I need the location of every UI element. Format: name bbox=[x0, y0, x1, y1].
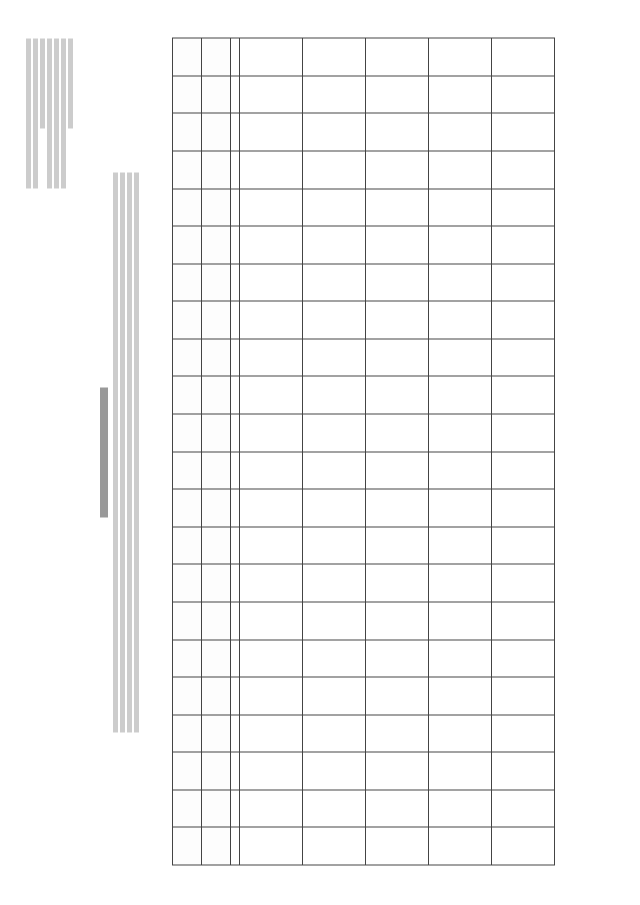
table-cell bbox=[202, 639, 231, 677]
table-cell bbox=[366, 338, 429, 376]
table-cell bbox=[429, 564, 492, 602]
table-cell bbox=[173, 75, 202, 113]
table-cell bbox=[231, 526, 240, 564]
table-cell bbox=[202, 75, 231, 113]
table-cell bbox=[173, 263, 202, 301]
table-cell bbox=[202, 827, 231, 865]
table-cell bbox=[366, 714, 429, 752]
table-cell bbox=[240, 113, 303, 151]
table-cell bbox=[173, 188, 202, 226]
table-cell bbox=[231, 338, 240, 376]
table-cell bbox=[303, 526, 366, 564]
table-cell bbox=[429, 601, 492, 639]
table-cell bbox=[366, 639, 429, 677]
table-cell bbox=[202, 226, 231, 264]
table-cell bbox=[173, 226, 202, 264]
table-cell bbox=[202, 151, 231, 189]
table-cell bbox=[303, 639, 366, 677]
table-cell bbox=[240, 714, 303, 752]
table-cell bbox=[303, 489, 366, 527]
table-cell bbox=[366, 113, 429, 151]
table-cell bbox=[240, 451, 303, 489]
table-cell bbox=[492, 338, 555, 376]
table-row bbox=[240, 38, 303, 865]
table-row bbox=[303, 38, 366, 865]
table-cell bbox=[173, 489, 202, 527]
table-cell bbox=[173, 151, 202, 189]
table-cell bbox=[366, 489, 429, 527]
table-cell bbox=[240, 526, 303, 564]
table-cell bbox=[492, 151, 555, 189]
table-cell bbox=[366, 789, 429, 827]
table-cell bbox=[202, 188, 231, 226]
table-cell bbox=[492, 263, 555, 301]
table-cell bbox=[231, 38, 240, 76]
table-cell bbox=[240, 489, 303, 527]
table-cell bbox=[492, 188, 555, 226]
text-line-placeholder bbox=[40, 38, 45, 128]
text-line-placeholder bbox=[47, 38, 52, 188]
table-cell bbox=[231, 263, 240, 301]
table-row bbox=[366, 38, 429, 865]
table-cell bbox=[429, 263, 492, 301]
table-cell bbox=[240, 263, 303, 301]
table-cell bbox=[231, 639, 240, 677]
table-cell bbox=[492, 75, 555, 113]
table-row bbox=[429, 38, 492, 865]
table-cell bbox=[303, 226, 366, 264]
table-cell bbox=[202, 301, 231, 339]
table-cell bbox=[231, 789, 240, 827]
table-cell bbox=[429, 188, 492, 226]
table-cell bbox=[303, 263, 366, 301]
text-line-placeholder bbox=[54, 38, 59, 188]
table-cell bbox=[429, 38, 492, 76]
table-cell bbox=[303, 38, 366, 76]
table-cell bbox=[202, 38, 231, 76]
measures-table bbox=[172, 37, 555, 865]
table-cell bbox=[231, 677, 240, 715]
table-cell bbox=[231, 489, 240, 527]
approval-block bbox=[26, 38, 73, 188]
table-cell bbox=[231, 414, 240, 452]
table-cell bbox=[366, 263, 429, 301]
table-cell bbox=[202, 263, 231, 301]
text-line-placeholder bbox=[68, 38, 73, 128]
table-cell bbox=[202, 677, 231, 715]
table-cell bbox=[173, 827, 202, 865]
table-cell bbox=[303, 789, 366, 827]
table-cell bbox=[231, 75, 240, 113]
table-cell bbox=[173, 38, 202, 76]
table-cell bbox=[173, 376, 202, 414]
table-cell bbox=[231, 752, 240, 790]
table-row bbox=[173, 38, 202, 865]
table-cell bbox=[173, 564, 202, 602]
table-cell bbox=[303, 338, 366, 376]
table-cell bbox=[366, 38, 429, 76]
table-cell bbox=[231, 113, 240, 151]
table-cell bbox=[202, 338, 231, 376]
table-cell bbox=[492, 564, 555, 602]
table-cell bbox=[492, 639, 555, 677]
table-cell bbox=[492, 752, 555, 790]
table-cell bbox=[202, 376, 231, 414]
table-cell bbox=[366, 601, 429, 639]
table-cell bbox=[429, 789, 492, 827]
table-cell bbox=[303, 414, 366, 452]
table-cell bbox=[240, 601, 303, 639]
table-cell bbox=[429, 827, 492, 865]
table-cell bbox=[202, 113, 231, 151]
table-cell bbox=[303, 301, 366, 339]
table-cell bbox=[173, 526, 202, 564]
table-cell bbox=[231, 827, 240, 865]
table-cell bbox=[173, 113, 202, 151]
table-cell bbox=[240, 188, 303, 226]
table-cell bbox=[240, 564, 303, 602]
table-cell bbox=[303, 188, 366, 226]
table-cell bbox=[366, 451, 429, 489]
table-cell bbox=[303, 752, 366, 790]
text-line-placeholder bbox=[26, 38, 31, 188]
text-line-placeholder bbox=[134, 173, 139, 733]
table-cell bbox=[366, 75, 429, 113]
table-cell bbox=[173, 451, 202, 489]
table-cell bbox=[429, 301, 492, 339]
table-cell bbox=[303, 451, 366, 489]
table-cell bbox=[202, 564, 231, 602]
table-cell bbox=[492, 677, 555, 715]
table-cell bbox=[366, 301, 429, 339]
table-cell bbox=[231, 714, 240, 752]
table-cell bbox=[429, 414, 492, 452]
table-cell bbox=[429, 226, 492, 264]
table-cell bbox=[173, 414, 202, 452]
table-cell bbox=[231, 376, 240, 414]
table-cell bbox=[429, 376, 492, 414]
table-cell bbox=[231, 188, 240, 226]
table-cell bbox=[240, 226, 303, 264]
table-cell bbox=[303, 113, 366, 151]
table-cell bbox=[240, 414, 303, 452]
table-cell bbox=[492, 827, 555, 865]
table-cell bbox=[429, 752, 492, 790]
table-cell bbox=[429, 677, 492, 715]
table-cell bbox=[303, 376, 366, 414]
table-cell bbox=[303, 827, 366, 865]
table-cell bbox=[429, 338, 492, 376]
table-cell bbox=[429, 75, 492, 113]
table-cell bbox=[231, 564, 240, 602]
table-cell bbox=[240, 151, 303, 189]
table-cell bbox=[231, 226, 240, 264]
table-row bbox=[231, 38, 240, 865]
text-line-placeholder bbox=[120, 173, 125, 733]
table-cell bbox=[173, 789, 202, 827]
table-cell bbox=[492, 376, 555, 414]
table-cell bbox=[429, 451, 492, 489]
table-cell bbox=[366, 677, 429, 715]
table-cell bbox=[303, 601, 366, 639]
table-cell bbox=[202, 714, 231, 752]
table-cell bbox=[231, 151, 240, 189]
text-line-placeholder bbox=[127, 173, 132, 733]
document-title bbox=[100, 0, 139, 905]
table-cell bbox=[492, 526, 555, 564]
table-cell bbox=[429, 639, 492, 677]
table-cell bbox=[303, 677, 366, 715]
table-cell bbox=[173, 301, 202, 339]
table-cell bbox=[173, 677, 202, 715]
title-heading-placeholder bbox=[100, 388, 108, 518]
table-cell bbox=[492, 301, 555, 339]
table-cell bbox=[240, 301, 303, 339]
table-cell bbox=[240, 376, 303, 414]
table-cell bbox=[173, 338, 202, 376]
text-line-placeholder bbox=[113, 173, 118, 733]
table-cell bbox=[492, 489, 555, 527]
table-cell bbox=[173, 714, 202, 752]
table-cell bbox=[366, 827, 429, 865]
table-cell bbox=[202, 414, 231, 452]
table-cell bbox=[429, 714, 492, 752]
table-cell bbox=[366, 188, 429, 226]
table-cell bbox=[492, 113, 555, 151]
table-cell bbox=[173, 639, 202, 677]
text-line-placeholder bbox=[33, 38, 38, 188]
table-cell bbox=[366, 376, 429, 414]
table-cell bbox=[240, 38, 303, 76]
table-cell bbox=[303, 714, 366, 752]
text-line-placeholder bbox=[61, 38, 66, 188]
table-cell bbox=[429, 489, 492, 527]
table-cell bbox=[202, 789, 231, 827]
table-cell bbox=[303, 75, 366, 113]
table-cell bbox=[366, 564, 429, 602]
table-row bbox=[492, 38, 555, 865]
table-cell bbox=[231, 301, 240, 339]
table-cell bbox=[240, 827, 303, 865]
table-cell bbox=[303, 151, 366, 189]
table-cell bbox=[492, 38, 555, 76]
table-cell bbox=[173, 601, 202, 639]
table-cell bbox=[240, 677, 303, 715]
table-cell bbox=[231, 451, 240, 489]
table-cell bbox=[429, 151, 492, 189]
table-cell bbox=[202, 489, 231, 527]
table-cell bbox=[303, 564, 366, 602]
table-cell bbox=[202, 451, 231, 489]
table-cell bbox=[366, 151, 429, 189]
table-cell bbox=[202, 601, 231, 639]
table-cell bbox=[240, 752, 303, 790]
table-cell bbox=[429, 113, 492, 151]
table-cell bbox=[202, 526, 231, 564]
table-cell bbox=[492, 451, 555, 489]
table-cell bbox=[240, 338, 303, 376]
table-cell bbox=[240, 789, 303, 827]
table-row bbox=[202, 38, 231, 865]
table-cell bbox=[366, 414, 429, 452]
table-cell bbox=[492, 789, 555, 827]
table-cell bbox=[173, 752, 202, 790]
table-cell bbox=[366, 226, 429, 264]
table-cell bbox=[231, 601, 240, 639]
table-cell bbox=[366, 526, 429, 564]
table-cell bbox=[240, 75, 303, 113]
table-cell bbox=[240, 639, 303, 677]
table-cell bbox=[492, 226, 555, 264]
table-cell bbox=[366, 752, 429, 790]
table-cell bbox=[492, 601, 555, 639]
table-cell bbox=[429, 526, 492, 564]
table-cell bbox=[492, 714, 555, 752]
table-cell bbox=[202, 752, 231, 790]
table-cell bbox=[492, 414, 555, 452]
